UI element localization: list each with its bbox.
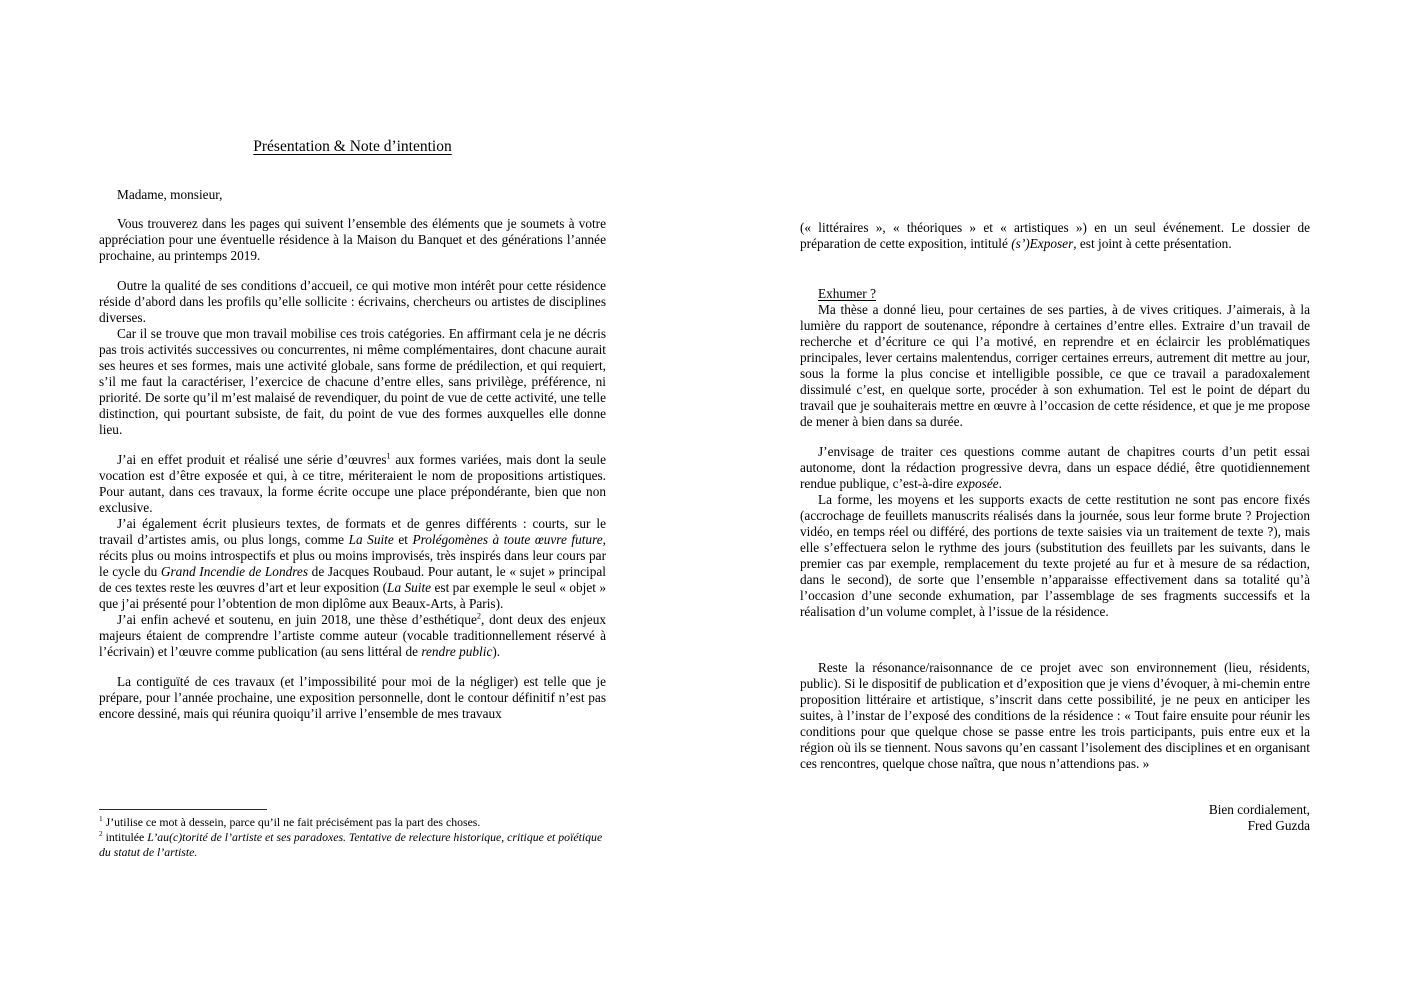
paragraph-oeuvres: J’ai en effet produit et réalisé une série d’œuvres$^1$ aux formes variées, mais dont la seule vocation est d’être exposée et qui, à ce titre, mériteraient le nom de propositions artistiques. Pour autant, dans ces travaux, la forme écrite occupe une place prépondérante, bien que non exclusive. xyxy=(99,451,606,515)
right-page-body xyxy=(800,302,1310,772)
section-heading-exhumer: Exhumer ? xyxy=(818,286,876,301)
footnotes-block xyxy=(99,809,606,860)
closing-signature: Fred Guzda xyxy=(1247,818,1310,833)
closing-block xyxy=(800,802,1310,834)
footnote-separator xyxy=(99,809,267,810)
paragraph-textes: J’ai également écrit plusieurs textes, de formats et de genres différents : courts, sur le travail d’artistes amis, ou plus longs, comme La Suite et Prolégomènes à toute œuvre future, récits plus ou moins introspectifs et plus ou moins improvisés, très inspirés dans leur cours par le cycle du Grand Incendie de Londres de Jacques Roubaud. Pour autant, le « sujet » principal de ces textes reste les œuvres d’art et leur exposition (La Suite est par exemple le seul « objet » que j’ai présenté pour l’obtention de mon diplôme aux Beaux-Arts, à Paris). xyxy=(99,516,606,611)
paragraph-trois-categories: Car il se trouve que mon travail mobilise ces trois catégories. En affirmant cela je ne décris pas trois activités successives ou concurrentes, ni même complémentaires, dont chacune aurait ses heures et ses formes, mais une activité globale, sans forme de prédilection, et qui requiert, s’il me faut la caractériser, l’exercice de chacune d’entre elles, sans privilège, préférence, ni priorité. De sorte qu’il m’est malaisé de revendiquer, du point de vue de cette activité, une telle distinction, qui pourtant subsiste, de fait, du point de vue des formes auxquelles elle donne lieu. xyxy=(99,326,606,437)
left-page-body xyxy=(99,216,606,722)
paragraph-restitution: La forme, les moyens et les supports exacts de cette restitution ne sont pas encore fixés (accrochage de feuillets manuscrits réalisés dans la journée, sous leur forme brute ? Projection vidéo, en temps réel ou différé, des portions de texte saisies via un traitement de texte ?), mais elle s’effectuera selon le rythme des jours (substitution des feuillets par les suivants, dans le premier cas par exemple, remplacement du texte projeté au fur et à mesure de sa rédaction, dans le second), de sorte que l’ensemble n’apparaisse effectivement dans sa totalité qu’à l’occasion d’une seconde exhumation, par l’assemblage de ses fragments successifs et la réalisation d’un volume complet, à l’issue de la résidence. xyxy=(800,492,1310,619)
paragraph-essai: J’envisage de traiter ces questions comme autant de chapitres courts d’un petit essai autonome, dont la rédaction progressive devra, dans un espace dédié, être quotidiennement rendue publique, c’est-à-dire exposée. xyxy=(800,444,1310,491)
footnote-2: $^2$ intitulée L’au(c)torité de l’artiste et ses paradoxes. Tentative de relecture historique, critique et poïétique du statut de l’artiste. xyxy=(99,829,603,859)
right-page-body-top xyxy=(800,220,1310,252)
page-right xyxy=(800,220,1310,920)
paragraph-contiguite: La contiguïté de ces travaux (et l’impossibilité pour moi de la négliger) est telle que je prépare, pour l’année prochaine, une exposition personnelle, dont le contour définitif n’est pas encore dessiné, mais qui réunira quoiqu’il arrive l’ensemble de mes travaux xyxy=(99,674,606,721)
paragraph-these: J’ai enfin achevé et soutenu, en juin 2018, une thèse d’esthétique$^2$, dont deux des enjeux majeurs étaient de comprendre l’artiste comme auteur (vocable traditionnellement réservé à l’écrivain) et l’œuvre comme publication (au sens littéral de rendre public). xyxy=(99,611,607,659)
salutation: Madame, monsieur, xyxy=(117,187,223,202)
paragraph-intro: Vous trouverez dans les pages qui suivent l’ensemble des éléments que je soumets à votre appréciation pour une éventuelle résidence à la Maison du Banquet et des générations l’année prochaine, au printemps 2019. xyxy=(99,216,606,263)
footnote-list xyxy=(99,815,606,860)
paragraph-continuation: (« littéraires », « théoriques » et « artistiques ») en un seul événement. Le dossier de préparation de cette exposition, intitulé (s’)Exposer, est joint à cette présentation. xyxy=(800,220,1310,251)
page-left xyxy=(99,137,606,877)
paragraph-these-critiques: Ma thèse a donné lieu, pour certaines de ses parties, à de vives critiques. J’aimerais, à la lumière du rapport de soutenance, répondre à certaines d’entre elles. Extraire d’un travail de recherche et d’écriture ce qui l’a motivé, en reprendre et en éclaircir les problématiques principales, lever certains malentendus, corriger certaines erreurs, autrement dit mettre au jour, sous la forme la plus concise et intelligible possible, ce que ce travail a paradoxalement dissimulé c’est, en quelque sorte, procéder à son exhumation. Tel est le point de départ du travail que je souhaiterais mettre en œuvre à l’occasion de cette résidence, et que je me propose de mener à bien dans sa durée. xyxy=(800,302,1310,429)
paragraph-accueil: Outre la qualité de ses conditions d’accueil, ce qui motive mon intérêt pour cette résidence réside d’abord dans les profils qu’elle sollicite : écrivains, chercheurs ou artistes de disciplines diverses. xyxy=(99,278,606,325)
closing-regards: Bien cordialement, xyxy=(1208,802,1310,817)
paragraph-resonance: Reste la résonance/raisonnance de ce projet avec son environnement (lieu, résidents, public). Si le dispositif de publication et d’exposition que je viens d’évoquer, à mi-chemin entre proposition littéraire et artistique, s’inscrit dans cette possibilité, je ne peux en anticiper les suites, à l’instar de l’exposé des conditions de la résidence : « Tout faire ensuite pour réunir les conditions pour que quelque chose se passe entre les trois participants, puis entre eux et la région où ils se tiennent. Nous savons qu’en cassant l’isolement des disciplines et en organisant ces rencontres, quelque chose naîtra, que nous n’attendions pas. » xyxy=(800,660,1310,771)
document-title: Présentation & Note d’intention xyxy=(253,138,452,155)
footnote-1: $^1$ J’utilise ce mot à dessein, parce qu’il ne fait précisément pas la part des choses. xyxy=(99,814,481,829)
